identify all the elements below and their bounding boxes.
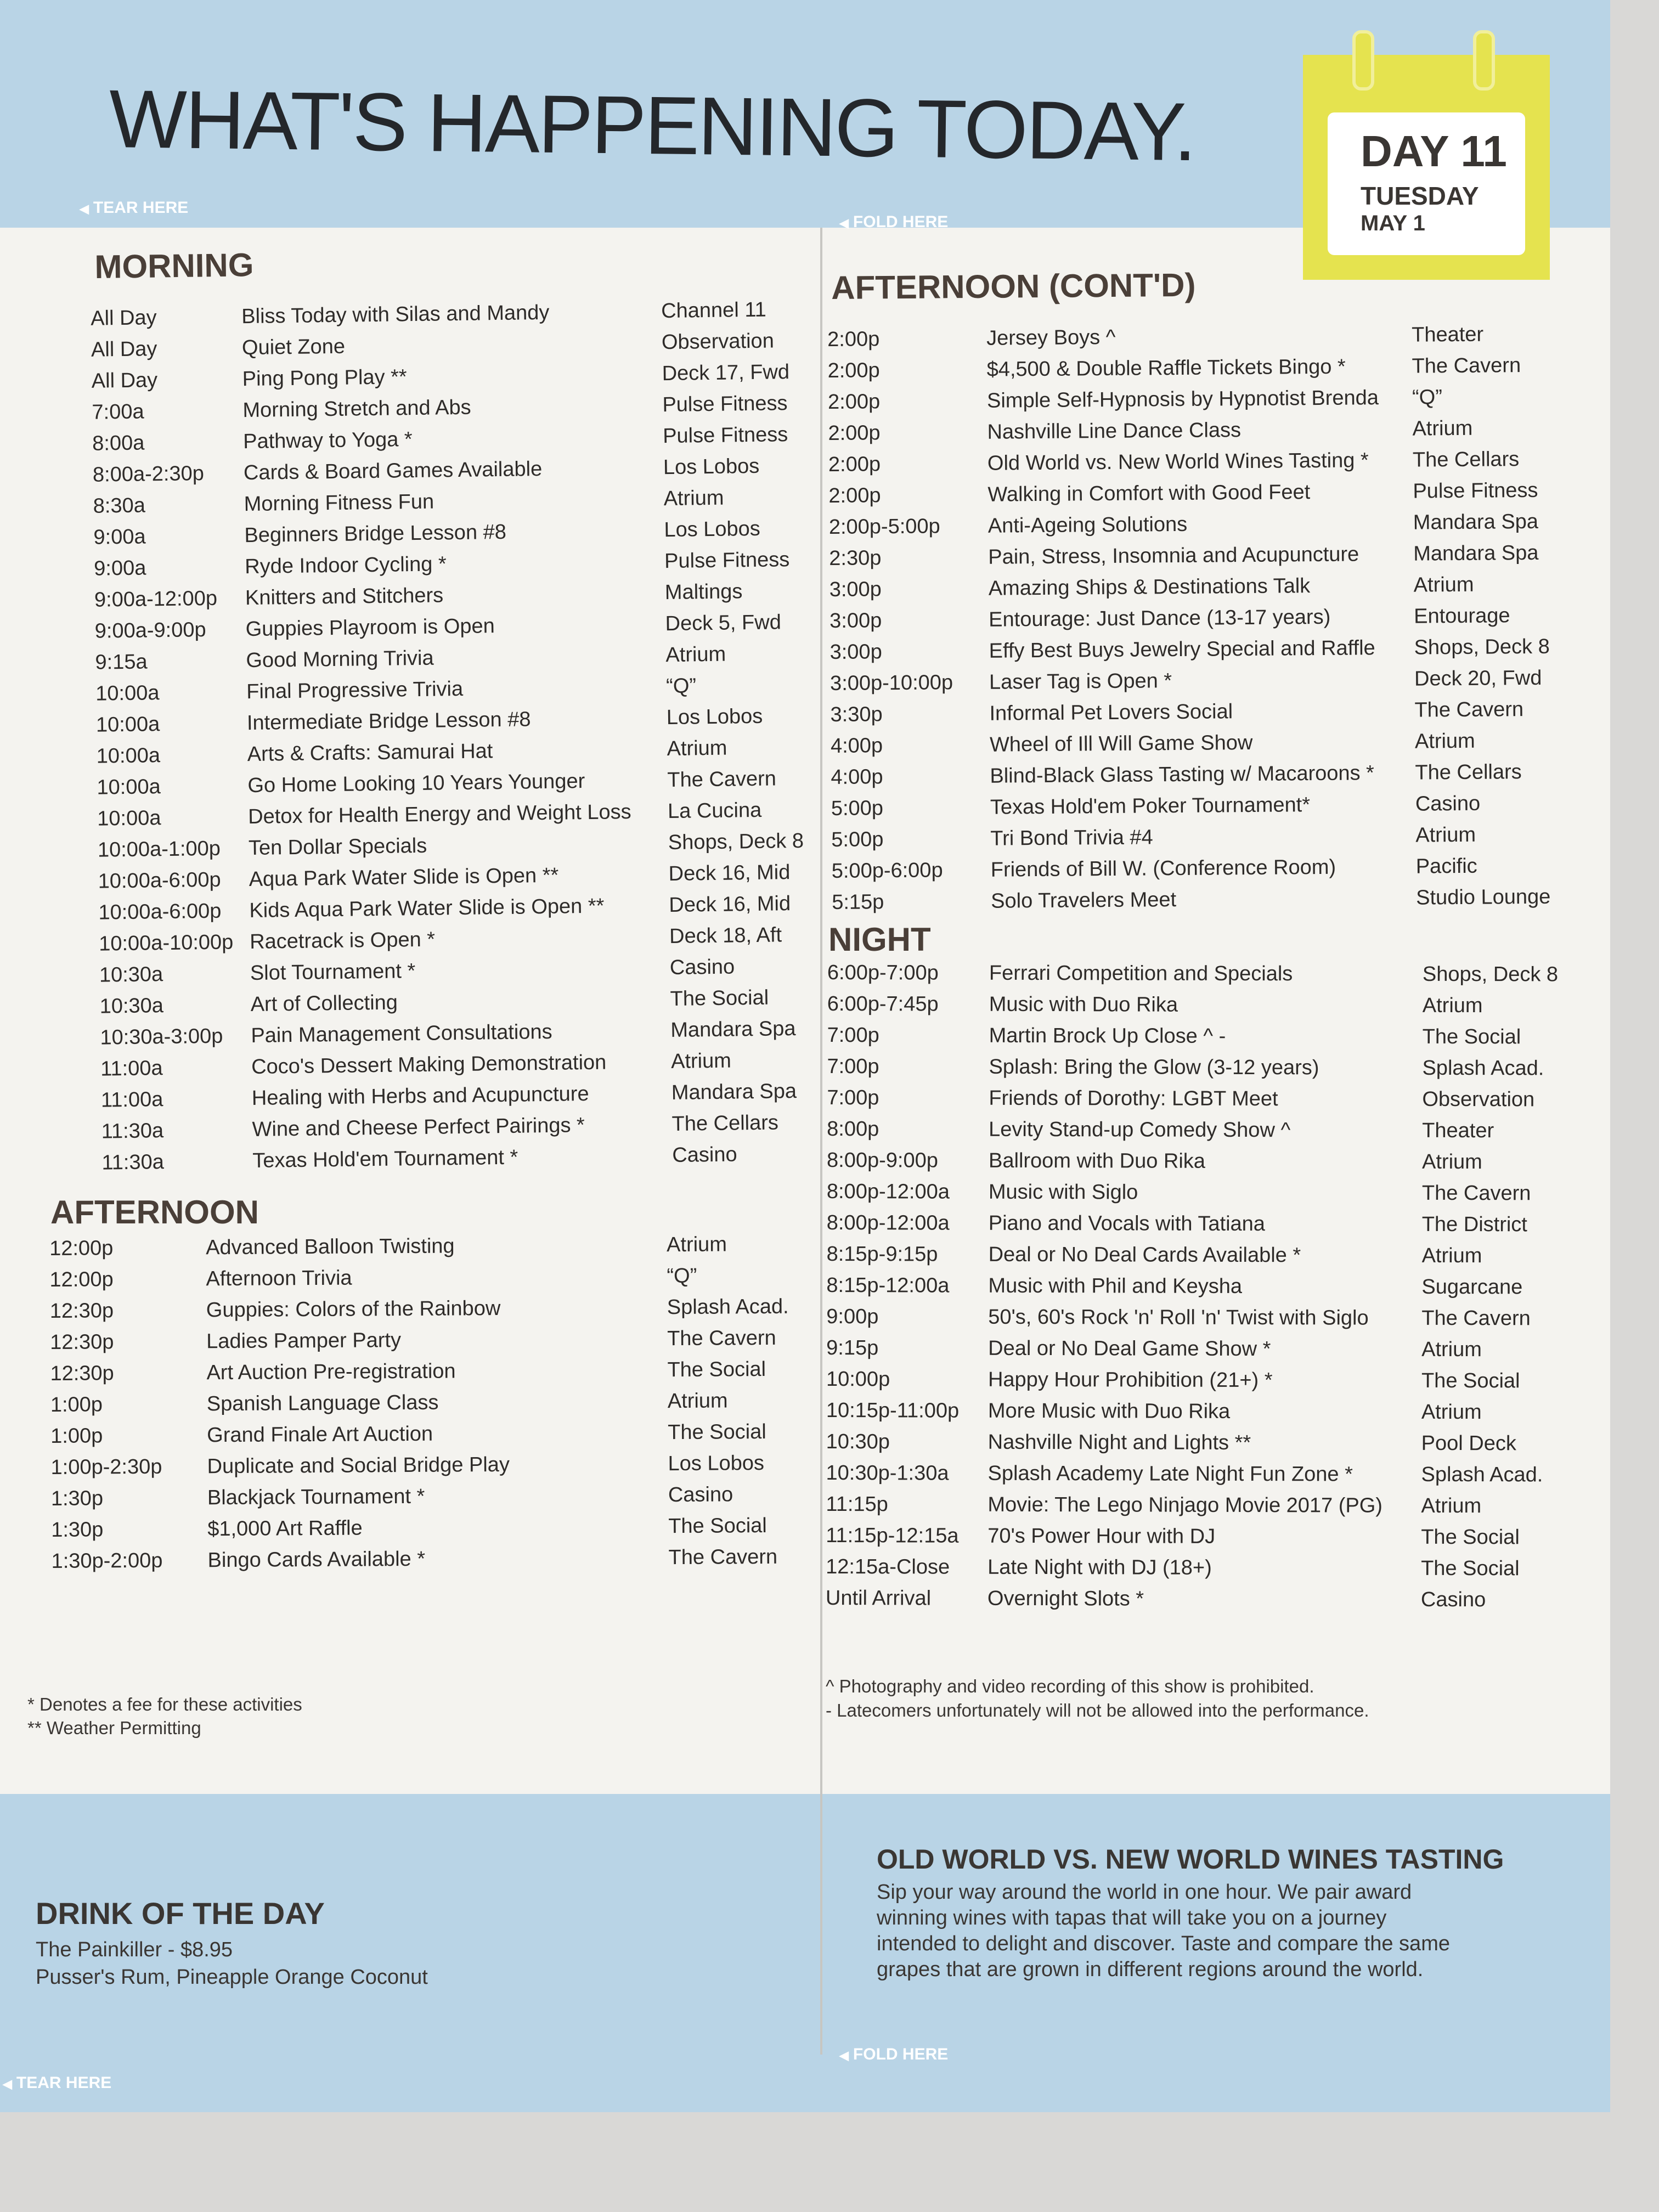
arrow-left-icon: ◀: [839, 216, 849, 230]
event-time: All Day: [91, 369, 158, 393]
fold-label: FOLD HERE: [853, 213, 949, 231]
photo-note: ^ Photography and video recording of this show is prohibited.: [826, 1676, 1314, 1696]
event-location: Atrium: [667, 1389, 728, 1413]
event-time: 11:00a: [100, 1057, 163, 1081]
event-activity: Guppies: Colors of the Rainbow: [206, 1296, 501, 1322]
event-time: 10:00a: [97, 775, 161, 799]
event-activity: Happy Hour Prohibition (21+) *: [988, 1368, 1273, 1392]
event-location: Mandara Spa: [1413, 541, 1539, 566]
event-time: 3:00p: [830, 640, 882, 664]
event-activity: Splash: Bring the Glow (3-12 years): [989, 1055, 1319, 1080]
event-location: La Cucina: [667, 798, 762, 823]
event-location: The Cavern: [667, 1326, 776, 1351]
event-location: Los Lobos: [666, 704, 763, 730]
event-location: The Cavern: [1421, 1181, 1531, 1205]
event-location: The Social: [1421, 1556, 1520, 1581]
event-activity: Movie: The Lego Ninjago Movie 2017 (PG): [988, 1493, 1383, 1517]
event-location: Theater: [1422, 1119, 1494, 1143]
wine-line-2: winning wines with tapas that will take you on a journey: [877, 1906, 1387, 1929]
event-activity: Anti-Ageing Solutions: [988, 512, 1188, 538]
event-activity: Advanced Balloon Twisting: [205, 1234, 455, 1260]
event-location: Splash Acad.: [1421, 1463, 1543, 1487]
event-activity: Deal or No Deal Game Show *: [988, 1336, 1271, 1361]
event-time: 10:15p-11:00p: [826, 1398, 960, 1423]
event-activity: Deal or No Deal Cards Available *: [988, 1243, 1301, 1267]
event-time: 7:00p: [827, 1054, 879, 1079]
event-location: Atrium: [1412, 416, 1473, 441]
event-location: Atrium: [1422, 994, 1483, 1018]
event-time: 7:00a: [92, 400, 144, 424]
event-location: Mandara Spa: [671, 1080, 797, 1104]
event-activity: Blind-Black Glass Tasting w/ Macaroons *: [990, 761, 1375, 788]
event-time: 9:00a-9:00p: [94, 618, 206, 643]
wine-title: OLD WORLD VS. NEW WORLD WINES TASTING: [877, 1844, 1504, 1875]
event-activity: Final Progressive Trivia: [246, 677, 464, 704]
event-location: The District: [1421, 1212, 1527, 1237]
event-activity: Ballroom with Duo Rika: [988, 1149, 1206, 1173]
event-activity: Effy Best Buys Jewelry Special and Raffle: [989, 636, 1375, 663]
event-time: All Day: [90, 306, 157, 330]
event-activity: Bingo Cards Available *: [207, 1547, 426, 1572]
event-activity: Splash Academy Late Night Fun Zone *: [988, 1462, 1353, 1486]
event-activity: Intermediate Bridge Lesson #8: [246, 708, 531, 735]
event-time: 9:15a: [95, 650, 148, 674]
event-location: “Q”: [667, 1264, 697, 1288]
event-location: Casino: [668, 1483, 733, 1507]
event-location: Pacific: [1415, 854, 1477, 878]
event-activity: Art of Collecting: [250, 991, 398, 1017]
event-time: 9:15p: [826, 1336, 879, 1360]
event-location: Sugarcane: [1421, 1275, 1523, 1299]
event-activity: Piano and Vocals with Tatiana: [988, 1211, 1266, 1236]
event-time: 12:30p: [50, 1330, 114, 1354]
event-activity: Kids Aqua Park Water Slide is Open **: [249, 894, 605, 923]
section-morning-title: MORNING: [94, 246, 254, 285]
event-location: Atrium: [665, 642, 726, 667]
event-activity: Nashville Night and Lights **: [988, 1430, 1251, 1455]
day-number: DAY 11: [1361, 127, 1507, 176]
tear-label: TEAR HERE: [16, 2074, 112, 2092]
drink-name: The Painkiller - $8.95: [36, 1938, 233, 1961]
drink-title: DRINK OF THE DAY: [36, 1896, 325, 1931]
event-time: 8:00p-12:00a: [826, 1211, 950, 1235]
event-time: 10:00a: [95, 681, 160, 706]
event-activity: Pain, Stress, Insomnia and Acupuncture: [988, 543, 1359, 569]
event-activity: Morning Fitness Fun: [244, 490, 435, 516]
event-time: 3:00p-10:00p: [830, 671, 953, 695]
event-time: 12:30p: [50, 1362, 114, 1385]
event-location: Pulse Fitness: [1413, 478, 1538, 503]
event-location: Los Lobos: [663, 454, 760, 479]
event-location: The Social: [668, 1514, 767, 1538]
event-location: Pulse Fitness: [662, 392, 788, 417]
event-time: 5:15p: [832, 890, 884, 914]
event-time: 7:00p: [827, 1023, 879, 1047]
event-activity: $4,500 & Double Raffle Tickets Bingo *: [986, 355, 1346, 381]
event-time: 10:30a: [99, 963, 163, 987]
wine-line-3: intended to delight and discover. Taste and compare the same: [877, 1932, 1450, 1955]
event-time: 1:00p: [50, 1393, 103, 1417]
event-activity: Bliss Today with Silas and Mandy: [241, 301, 550, 329]
event-activity: Pathway to Yoga *: [242, 428, 413, 454]
event-time: 1:00p-2:30p: [50, 1455, 162, 1479]
event-time: 11:15p: [826, 1492, 888, 1516]
event-activity: Ryde Indoor Cycling *: [244, 552, 447, 579]
event-location: Studio Lounge: [1416, 885, 1551, 910]
event-location: Deck 18, Aft: [669, 923, 782, 949]
event-activity: Pain Management Consultations: [251, 1020, 552, 1048]
event-time: 10:00a: [96, 744, 161, 768]
event-location: The Cellars: [1412, 448, 1520, 472]
event-time: 12:15a-Close: [826, 1555, 950, 1579]
event-time: 8:15p-12:00a: [826, 1273, 950, 1297]
calendar-ring-icon: [1473, 30, 1495, 91]
event-location: The Cavern: [1421, 1306, 1531, 1330]
event-time: 8:30a: [93, 494, 146, 518]
event-activity: Cards & Board Games Available: [243, 457, 543, 485]
event-time: 11:30a: [101, 1119, 164, 1143]
event-time: 9:00a: [93, 556, 146, 580]
event-location: The Cavern: [1414, 698, 1524, 722]
event-activity: Art Auction Pre-registration: [206, 1359, 456, 1385]
event-time: 5:00p-6:00p: [831, 859, 943, 883]
event-time: 8:00a-2:30p: [92, 462, 205, 487]
event-location: The Social: [1421, 1525, 1520, 1549]
event-time: 8:00p-12:00a: [826, 1180, 950, 1204]
event-time: 8:00p-9:00p: [826, 1148, 938, 1172]
event-activity: Afternoon Trivia: [206, 1266, 352, 1291]
event-location: Mandara Spa: [670, 1017, 796, 1042]
date: MAY 1: [1361, 211, 1425, 235]
event-activity: Ping Pong Play **: [242, 365, 407, 391]
event-activity: Ferrari Competition and Specials: [989, 961, 1293, 986]
event-location: Atrium: [1421, 1494, 1482, 1518]
event-activity: Late Night with DJ (18+): [988, 1555, 1212, 1579]
event-time: 10:00a-1:00p: [97, 837, 221, 862]
event-location: The Social: [670, 986, 769, 1011]
event-location: Los Lobos: [664, 517, 761, 542]
event-time: 4:00p: [830, 734, 883, 758]
event-location: “Q”: [665, 674, 697, 698]
page-title: WHAT'S HAPPENING TODAY.: [108, 72, 1196, 178]
arrow-left-icon: ◀: [839, 2049, 849, 2062]
event-activity: Detox for Health Energy and Weight Loss: [247, 800, 631, 829]
event-time: 6:00p-7:45p: [827, 992, 939, 1016]
event-time: 10:30a: [99, 994, 164, 1018]
event-time: 2:30p: [829, 546, 882, 570]
event-location: Pulse Fitness: [664, 548, 790, 573]
event-activity: More Music with Duo Rika: [988, 1399, 1231, 1423]
event-time: 1:00p: [50, 1424, 103, 1448]
event-location: Atrium: [1421, 1150, 1482, 1174]
event-activity: Old World vs. New World Wines Tasting *: [987, 449, 1369, 475]
event-activity: Amazing Ships & Destinations Talk: [988, 574, 1311, 600]
event-activity: Simple Self-Hypnosis by Hypnotist Brenda: [986, 386, 1379, 413]
wine-line-1: Sip your way around the world in one hour. We pair award: [877, 1881, 1412, 1904]
event-location: The Cavern: [667, 767, 777, 792]
event-activity: Jersey Boys ^: [986, 325, 1116, 350]
event-time: 2:00p: [827, 390, 881, 414]
event-activity: Texas Hold'em Tournament *: [252, 1146, 518, 1173]
event-activity: Nashville Line Dance Class: [987, 419, 1242, 444]
event-activity: Grand Finale Art Auction: [207, 1422, 433, 1447]
event-location: Atrium: [663, 486, 724, 511]
event-location: The Cavern: [668, 1545, 778, 1570]
event-activity: Tri Bond Trivia #4: [990, 826, 1153, 850]
event-time: 2:00p: [827, 359, 880, 382]
event-location: Atrium: [1421, 1400, 1482, 1424]
event-time: 8:00a: [92, 431, 145, 455]
tear-label: TEAR HERE: [93, 199, 189, 217]
event-time: Until Arrival: [825, 1586, 932, 1610]
event-activity: Music with Siglo: [988, 1180, 1138, 1204]
event-location: Casino: [672, 1143, 737, 1167]
event-location: Pool Deck: [1421, 1431, 1516, 1455]
event-location: Observation: [1422, 1087, 1535, 1111]
fold-label: FOLD HERE: [853, 2045, 949, 2063]
event-location: Casino: [1420, 1588, 1486, 1612]
event-location: “Q”: [1412, 386, 1443, 409]
event-activity: Wheel of Ill Will Game Show: [989, 731, 1253, 757]
event-location: The Social: [1422, 1025, 1521, 1049]
event-time: 1:30p: [51, 1518, 104, 1542]
wine-line-4: grapes that are grown in different regions around the world.: [877, 1958, 1424, 1981]
event-time: 5:00p: [831, 828, 884, 851]
weekday: TUESDAY: [1361, 182, 1479, 210]
event-time: 10:30p: [826, 1430, 890, 1454]
event-time: 1:30p: [50, 1487, 104, 1510]
event-time: 6:00p-7:00p: [827, 961, 939, 985]
event-location: Atrium: [670, 1049, 732, 1074]
event-activity: Music with Duo Rika: [989, 992, 1178, 1017]
event-location: The Cellars: [1415, 760, 1522, 785]
event-activity: Spanish Language Class: [206, 1391, 439, 1416]
section-afternoon-contd-title: AFTERNOON (CONT'D): [831, 266, 1196, 306]
event-activity: Duplicate and Social Bridge Play: [207, 1453, 510, 1479]
event-activity: Racetrack is Open *: [249, 928, 436, 954]
event-time: 12:30p: [49, 1299, 114, 1323]
event-location: Atrium: [1421, 1338, 1482, 1362]
arrow-left-icon: ◀: [80, 202, 89, 216]
event-time: 8:00p: [827, 1117, 879, 1141]
event-time: 9:00p: [826, 1305, 879, 1329]
calendar-badge: [1303, 55, 1550, 280]
event-time: 9:00a: [93, 525, 146, 549]
event-time: 8:15p-9:15p: [826, 1242, 938, 1266]
event-time: 10:00a: [97, 806, 161, 831]
event-activity: Overnight Slots *: [987, 1587, 1144, 1611]
arrow-left-icon: ◀: [3, 2077, 12, 2091]
event-activity: Aqua Park Water Slide is Open **: [249, 864, 559, 891]
event-time: 10:00p: [826, 1367, 890, 1391]
event-location: Theater: [1411, 323, 1484, 347]
event-activity: Entourage: Just Dance (13-17 years): [989, 605, 1331, 631]
fee-note: * Denotes a fee for these activities: [27, 1694, 302, 1714]
event-location: Shops, Deck 8: [1414, 635, 1550, 659]
event-activity: $1,000 Art Raffle: [207, 1516, 363, 1541]
event-location: Shops, Deck 8: [1422, 962, 1559, 986]
event-activity: 70's Power Hour with DJ: [988, 1524, 1216, 1548]
event-time: 1:30p-2:00p: [51, 1549, 163, 1573]
event-activity: Coco's Dessert Making Demonstration: [251, 1051, 607, 1079]
event-activity: Friends of Bill W. (Conference Room): [990, 855, 1336, 882]
event-activity: Levity Stand-up Comedy Show ^: [989, 1118, 1291, 1142]
event-activity: Morning Stretch and Abs: [242, 396, 471, 422]
event-activity: Go Home Looking 10 Years Younger: [247, 770, 585, 798]
event-time: 7:00p: [827, 1086, 879, 1110]
fold-line: [820, 228, 822, 2055]
event-activity: Informal Pet Lovers Social: [989, 700, 1233, 725]
event-time: 10:00a: [95, 713, 160, 737]
event-location: Deck 17, Fwd: [662, 360, 790, 386]
event-time: 11:15p-12:15a: [826, 1523, 959, 1548]
fold-here-bottom: [839, 2045, 948, 2064]
event-time: 10:00a-6:00p: [98, 899, 222, 924]
event-location: Los Lobos: [668, 1452, 765, 1476]
event-activity: Quiet Zone: [241, 335, 346, 360]
event-location: The Social: [667, 1357, 766, 1382]
tear-here-bottom: [3, 2074, 111, 2092]
event-location: Atrium: [1413, 573, 1474, 597]
event-location: Atrium: [667, 736, 727, 761]
event-location: Shops, Deck 8: [668, 829, 804, 855]
drink-ingredients: Pusser's Rum, Pineapple Orange Coconut: [36, 1966, 428, 1989]
event-location: Deck 16, Mid: [669, 892, 791, 917]
event-location: The Cavern: [1412, 354, 1521, 378]
event-time: 12:00p: [49, 1237, 114, 1260]
drink-of-the-day-box: [8, 1835, 814, 2011]
event-location: The Social: [1421, 1369, 1520, 1393]
event-activity: Walking in Comfort with Good Feet: [988, 481, 1311, 506]
event-location: Mandara Spa: [1413, 510, 1539, 534]
event-location: Casino: [669, 955, 735, 980]
fold-here-top: [839, 213, 948, 232]
event-activity: Wine and Cheese Perfect Pairings *: [252, 1114, 585, 1142]
event-activity: Texas Hold'em Poker Tournament*: [990, 793, 1311, 819]
event-time: 9:00a-12:00p: [94, 586, 218, 612]
event-time: 12:00p: [49, 1268, 114, 1291]
event-activity: Arts & Crafts: Samurai Hat: [247, 740, 493, 766]
event-location: Splash Acad.: [667, 1295, 789, 1319]
event-location: Deck 16, Mid: [668, 861, 791, 886]
event-location: The Social: [668, 1420, 766, 1444]
event-location: Deck 20, Fwd: [1414, 666, 1542, 691]
event-activity: Beginners Bridge Lesson #8: [244, 520, 507, 548]
event-activity: Solo Travelers Meet: [991, 888, 1177, 913]
event-time: 2:00p: [828, 453, 881, 476]
calendar-ring-icon: [1352, 30, 1374, 91]
event-activity: 50's, 60's Rock 'n' Roll 'n' Twist with Siglo: [988, 1305, 1369, 1330]
section-afternoon-title: AFTERNOON: [50, 1194, 259, 1231]
event-location: Channel 11: [661, 298, 767, 323]
event-activity: Blackjack Tournament *: [207, 1485, 425, 1510]
latecomers-note: - Latecomers unfortunately will not be allowed into the performance.: [826, 1700, 1369, 1720]
event-activity: Ten Dollar Specials: [248, 834, 427, 860]
event-location: Maltings: [664, 580, 743, 605]
event-time: 3:00p: [830, 609, 882, 633]
event-time: 2:00p-5:00p: [828, 515, 940, 539]
event-time: 11:00a: [100, 1088, 163, 1112]
event-time: 3:30p: [830, 703, 883, 726]
event-location: Deck 5, Fwd: [665, 611, 782, 636]
section-night-title: NIGHT: [828, 921, 931, 958]
calendar-card: [1328, 112, 1525, 255]
event-time: 4:00p: [831, 765, 883, 789]
event-time: 10:00a-6:00p: [98, 868, 221, 893]
event-time: 10:30a-3:00p: [100, 1024, 223, 1049]
event-activity: Healing with Herbs and Acupuncture: [251, 1082, 589, 1110]
event-time: 10:00a-10:00p: [98, 930, 234, 956]
wine-tasting-box: [850, 1810, 1595, 2008]
event-location: Atrium: [1421, 1244, 1482, 1268]
event-time: 5:00p: [831, 797, 884, 820]
event-time: 3:00p: [829, 578, 882, 601]
event-location: The Cellars: [672, 1111, 779, 1136]
event-location: Atrium: [1415, 823, 1476, 847]
event-time: All Day: [91, 337, 157, 362]
weather-note: ** Weather Permitting: [27, 1718, 201, 1738]
event-location: Splash Acad.: [1422, 1056, 1544, 1080]
event-activity: Ladies Pamper Party: [206, 1329, 402, 1353]
event-activity: Friends of Dorothy: LGBT Meet: [989, 1086, 1278, 1111]
event-activity: Guppies Playroom is Open: [245, 614, 495, 641]
event-location: Casino: [1415, 792, 1481, 816]
event-activity: Slot Tournament *: [250, 960, 416, 985]
event-activity: Laser Tag is Open *: [989, 669, 1172, 694]
event-activity: Good Morning Trivia: [246, 646, 434, 673]
event-location: Observation: [661, 329, 775, 354]
event-activity: Martin Brock Up Close ^ -: [989, 1024, 1226, 1048]
event-location: Atrium: [666, 1233, 727, 1257]
event-time: 2:00p: [828, 484, 881, 507]
event-time: 2:00p: [827, 328, 880, 351]
event-activity: Knitters and Stitchers: [245, 584, 444, 610]
event-location: Entourage: [1413, 604, 1510, 628]
event-activity: Music with Phil and Keysha: [988, 1274, 1243, 1298]
event-time: 11:30a: [101, 1150, 165, 1175]
tear-here-top: [80, 199, 188, 217]
event-time: 2:00p: [828, 421, 881, 445]
event-location: Atrium: [1414, 729, 1475, 753]
event-time: 10:30p-1:30a: [826, 1461, 949, 1485]
event-location: Pulse Fitness: [662, 423, 788, 448]
